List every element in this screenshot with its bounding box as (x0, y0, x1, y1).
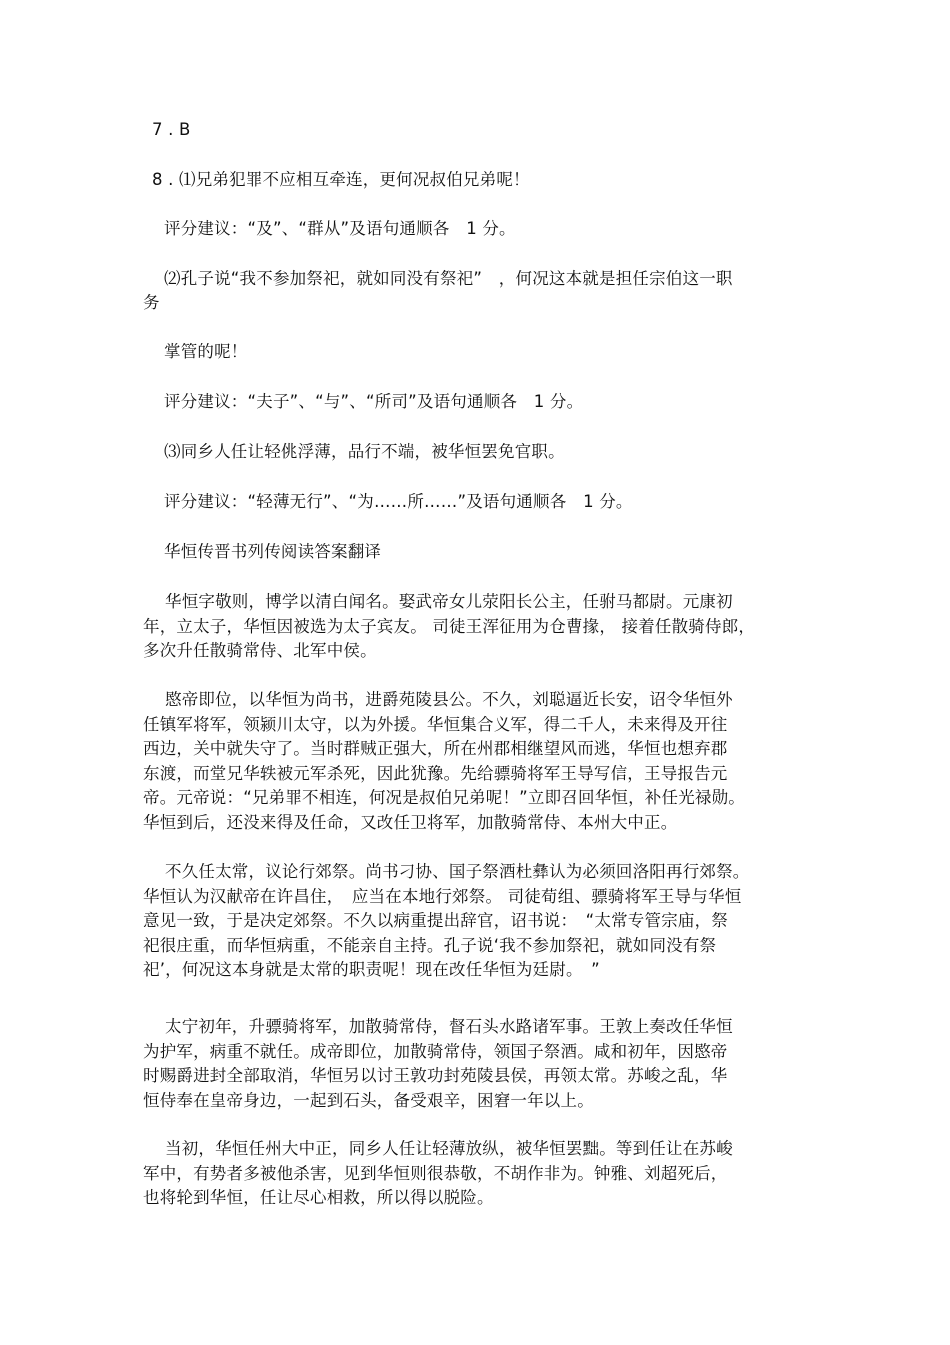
text-line: 任镇军将军，领颍川太守，以为外援。华恒集合义军，得二千人，未来得及开往 (143, 714, 728, 734)
translation-paragraph-5 (143, 1137, 803, 1211)
text-line: 太宁初年，升骠骑将军，加散骑常侍，督石头水路诸军事。王敦上奏改任华恒 (165, 1017, 733, 1036)
text-line: 华恒字敬则，博学以清白闻名。娶武帝女儿荥阳长公主，任驸马都尉。元康初 (165, 592, 733, 611)
text-line: 年，立太子，华恒因被选为太子宾友。 司徒王浑征用为仓曹掾， 接着任散骑侍郎， (143, 616, 756, 636)
scoring-note-3: 评分建议：“轻薄无行”、“为……所……”及语句通顺各 1 分。 (164, 492, 633, 511)
text-line: 时赐爵进封全部取消，华恒另以讨王敦功封苑陵县侯，再领太常。苏峻之乱，华 (143, 1066, 728, 1085)
translation-paragraph-4 (143, 1015, 803, 1113)
text-line: 华恒认为汉献帝在许昌住， 应当在本地行郊祭。 司徒荀组、骠骑将军王导与华恒 (143, 886, 742, 906)
text-line: 西边，关中就失守了。当时群贼正强大，所在州郡相继望风而逃，华恒也想弃郡 (143, 739, 728, 758)
text-line: 为护军，病重不就任。成帝即位，加散骑常侍，领国子祭酒。咸和初年，因愍帝 (143, 1041, 728, 1061)
answer-8-part-2-wrap: 务 (143, 293, 160, 312)
text-line: 祀’，何况这本身就是太常的职责呢！现在改任华恒为廷尉。 ” (143, 960, 600, 979)
text-line: 祀很庄重，而华恒病重，不能亲自主持。孔子说‘我不参加祭祀，就如同没有祭 (143, 935, 717, 955)
answer-8-part-2: ⑵孔子说“我不参加祭祀，就如同没有祭祀” ，何况这本就是担任宗伯这一职 (164, 269, 733, 288)
text-line: 东渡，而堂兄华轶被元军杀死，因此犹豫。先给骠骑将军王导写信，王导报告元 (143, 763, 728, 783)
text-line: 恒侍奉在皇帝身边，一起到石头，备受艰辛，困窘一年以上。 (143, 1090, 594, 1110)
text-line: 当初，华恒任州大中正，同乡人任让轻薄放纵，被华恒罢黜。等到任让在苏峻 (165, 1139, 733, 1158)
text-line: 不久任太常，议论行郊祭。尚书刁协、国子祭酒杜彝认为必须回洛阳再行郊祭。 (165, 862, 750, 881)
text-line: 愍帝即位，以华恒为尚书，进爵苑陵县公。不久，刘聪逼近长安，诏令华恒外 (165, 690, 733, 709)
text-line: 军中，有势者多被他杀害，见到华恒则很恭敬，不胡作非为。钟雅、刘超死后， (143, 1163, 728, 1183)
translation-paragraph-3 (143, 860, 803, 983)
text-line: 帝。元帝说：“兄弟罪不相连，何况是叔伯兄弟呢！”立即召回华恒，补任光禄勋。 (143, 788, 745, 807)
answer-8-part-1: 8 . ⑴兄弟犯罪不应相互牵连，更何况叔伯兄弟呢！ (152, 170, 530, 189)
answer-8-part-3: ⑶同乡人任让轻佻浮薄，品行不端，被华恒罢免官职。 (164, 442, 565, 461)
scoring-note-2: 评分建议：“夫子”、“与”、“所司”及语句通顺各 1 分。 (164, 392, 584, 411)
text-line: 华恒到后，还没来得及任命，又改任卫将军，加散骑常侍、本州大中正。 (143, 812, 678, 832)
translation-paragraph-1 (143, 590, 803, 664)
text-line: 多次升任散骑常侍、北军中侯。 (143, 641, 377, 660)
text-line: 意见一致，于是决定郊祭。不久以病重提出辞官，诏书说： “太常专管宗庙，祭 (143, 911, 728, 930)
answer-7: 7 . B (152, 120, 191, 139)
text-line: 也将轮到华恒，任让尽心相救，所以得以脱险。 (143, 1188, 494, 1207)
answer-8-part-2-end: 掌管的呢！ (164, 342, 248, 361)
scoring-note-1: 评分建议：“及”、“群从”及语句通顺各 1 分。 (164, 219, 516, 238)
translation-paragraph-2 (143, 688, 803, 835)
translation-title: 华恒传晋书列传阅读答案翻译 (164, 542, 382, 561)
